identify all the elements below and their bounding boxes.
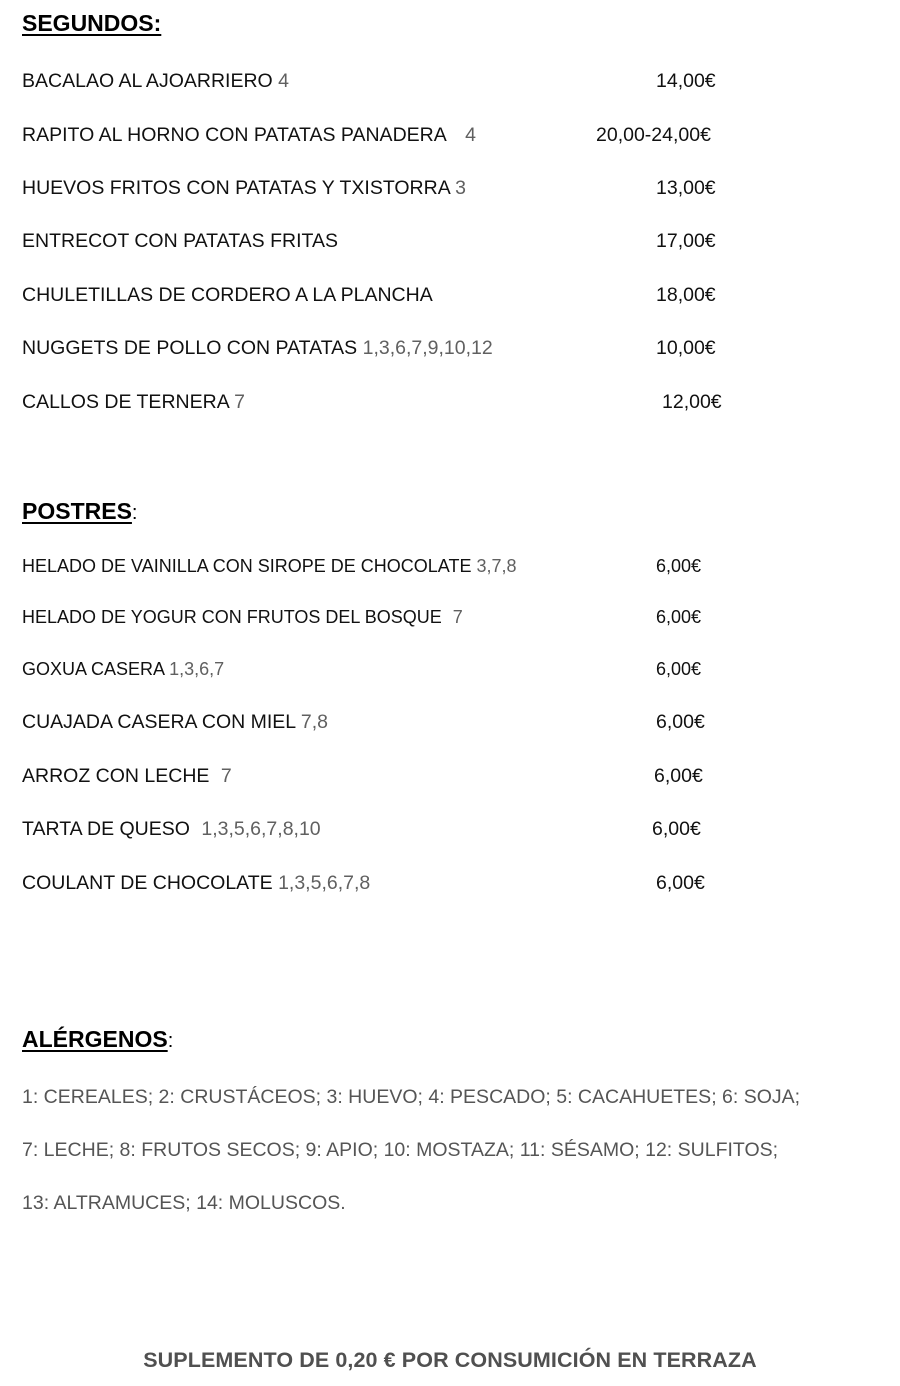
postres-heading bbox=[22, 498, 137, 525]
item-price: 6,00€ bbox=[656, 607, 702, 627]
item-name: NUGGETS DE POLLO CON PATATAS bbox=[22, 337, 358, 359]
item-name: CALLOS DE TERNERA bbox=[22, 391, 229, 413]
item-price: 13,00€ bbox=[656, 177, 716, 199]
item-price: 14,00€ bbox=[656, 70, 716, 92]
menu-item bbox=[22, 177, 466, 200]
item-price: 12,00€ bbox=[662, 391, 722, 413]
item-allergens: 1,3,5,6,7,8,10 bbox=[201, 818, 321, 840]
menu-item bbox=[22, 607, 463, 628]
allergen-legend-line: 1: CEREALES; 2: CRUSTÁCEOS; 3: HUEVO; 4: PESCADO; 5: CACAHUETES; 6: SOJA; bbox=[22, 1086, 801, 1108]
item-allergens: 4 bbox=[465, 124, 476, 146]
item-price: 6,00€ bbox=[652, 818, 701, 840]
item-allergens: 1,3,5,6,7,8 bbox=[278, 872, 371, 894]
segundos-heading-text: SEGUNDOS: bbox=[22, 10, 162, 36]
item-name: ENTRECOT CON PATATAS FRITAS bbox=[22, 230, 338, 252]
item-price: 6,00€ bbox=[656, 556, 702, 576]
menu-item bbox=[22, 556, 517, 577]
item-name: GOXUA CASERA bbox=[22, 659, 165, 679]
postres-heading-colon: : bbox=[131, 502, 138, 524]
item-name: RAPITO AL HORNO CON PATATAS PANADERA bbox=[22, 124, 446, 146]
item-allergens: 4 bbox=[278, 70, 289, 92]
menu-item bbox=[22, 70, 289, 93]
postres-heading-text: POSTRES bbox=[22, 498, 132, 524]
item-price: 20,00-24,00€ bbox=[596, 124, 711, 146]
item-name: HELADO DE YOGUR CON FRUTOS DEL BOSQUE bbox=[22, 607, 442, 627]
item-allergens: 7,8 bbox=[300, 711, 328, 733]
item-price: 6,00€ bbox=[654, 765, 703, 787]
menu-item bbox=[22, 818, 321, 841]
menu-item bbox=[22, 765, 232, 788]
allergen-legend-line: 13: ALTRAMUCES; 14: MOLUSCOS. bbox=[22, 1192, 346, 1214]
item-allergens: 7 bbox=[234, 391, 245, 413]
terrace-supplement-notice: SUPLEMENTO DE 0,20 € POR CONSUMICIÓN EN TERRAZA bbox=[143, 1348, 757, 1372]
item-price: 17,00€ bbox=[656, 230, 716, 252]
alergenos-heading-colon: : bbox=[167, 1030, 174, 1052]
menu-item bbox=[22, 124, 476, 147]
item-name: HELADO DE VAINILLA CON SIROPE DE CHOCOLATE bbox=[22, 556, 472, 576]
alergenos-heading-text: ALÉRGENOS bbox=[22, 1026, 168, 1052]
item-name: BACALAO AL AJOARRIERO bbox=[22, 70, 273, 92]
item-price: 6,00€ bbox=[656, 659, 702, 679]
item-allergens: 3 bbox=[455, 177, 466, 199]
menu-item bbox=[22, 872, 370, 895]
item-name: TARTA DE QUESO bbox=[22, 818, 190, 840]
menu-item bbox=[22, 659, 224, 680]
item-allergens: 1,3,6,7 bbox=[169, 659, 225, 679]
item-allergens: 7 bbox=[452, 607, 463, 627]
item-name: COULANT DE CHOCOLATE bbox=[22, 872, 273, 894]
item-name: CHULETILLAS DE CORDERO A LA PLANCHA bbox=[22, 284, 433, 306]
item-name: HUEVOS FRITOS CON PATATAS Y TXISTORRA bbox=[22, 177, 450, 199]
menu-item bbox=[22, 337, 493, 360]
item-allergens: 1,3,6,7,9,10,12 bbox=[362, 337, 493, 359]
item-price: 10,00€ bbox=[656, 337, 716, 359]
alergenos-heading bbox=[22, 1026, 173, 1053]
item-name: CUAJADA CASERA CON MIEL bbox=[22, 711, 296, 733]
item-price: 6,00€ bbox=[656, 872, 705, 894]
item-allergens: 3,7,8 bbox=[476, 556, 517, 576]
item-allergens: 7 bbox=[220, 765, 232, 787]
allergen-legend-line: 7: LECHE; 8: FRUTOS SECOS; 9: APIO; 10: MOSTAZA; 11: SÉSAMO; 12: SULFITOS; bbox=[22, 1139, 779, 1161]
menu-item bbox=[22, 230, 338, 253]
item-name: ARROZ CON LECHE bbox=[22, 765, 210, 787]
menu-item bbox=[22, 711, 328, 734]
item-price: 18,00€ bbox=[656, 284, 716, 306]
menu-item bbox=[22, 284, 433, 307]
segundos-heading bbox=[22, 10, 161, 37]
menu-item bbox=[22, 391, 245, 414]
item-price: 6,00€ bbox=[656, 711, 705, 733]
